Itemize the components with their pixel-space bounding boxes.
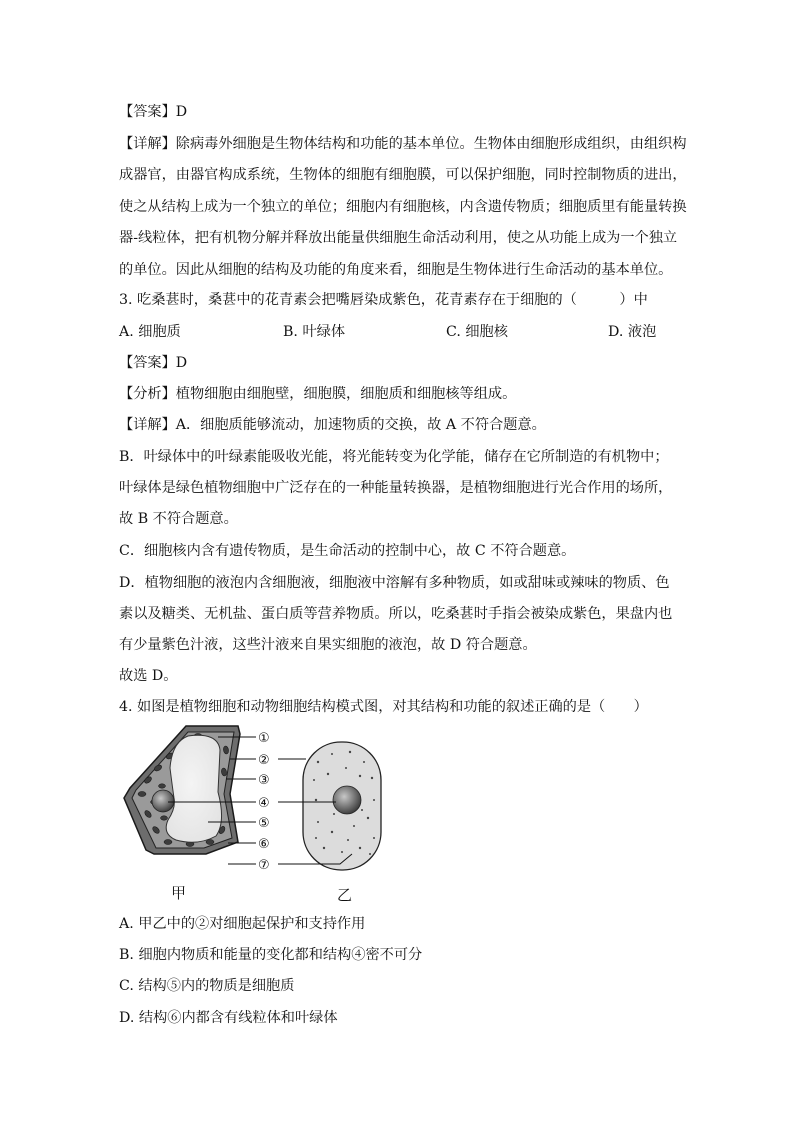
q3-option-b: B. 叶绿体	[283, 324, 346, 340]
caption-plant: 甲	[171, 884, 187, 902]
explanation-line: 有少量紫色汁液，这些汁液来自果实细胞的液泡，故 D 符合题意。	[119, 637, 537, 653]
label-numbers	[258, 731, 270, 873]
label-7: ⑦	[258, 858, 270, 873]
animal-nucleus	[333, 786, 361, 814]
cell-structure-diagram	[118, 722, 418, 904]
label-1: ①	[258, 731, 270, 746]
analysis-line: 【分析】植物细胞由细胞壁，细胞膜，细胞质和细胞核等组成。	[119, 386, 517, 402]
label-4: ④	[258, 796, 270, 811]
explanation-line: 使之从结构上成为一个独立的单位；细胞内有细胞核，内含遗传物质；细胞质里有能量转换	[119, 199, 687, 215]
label-6: ⑥	[258, 837, 270, 852]
label-5: ⑤	[258, 816, 270, 831]
plant-cell	[124, 726, 240, 854]
q4-option-d: D. 结构⑥内都含有线粒体和叶绿体	[119, 1010, 338, 1026]
q3-option-d: D. 液泡	[608, 324, 657, 340]
answer-line: 【答案】D	[119, 355, 188, 371]
explanation-line: 【详解】除病毒外细胞是生物体结构和功能的基本单位。生物体由细胞形成组织，由组织构	[119, 136, 687, 152]
explanation-line: 的单位。因此从细胞的结构及功能的角度来看，细胞是生物体进行生命活动的基本单位。	[119, 262, 673, 278]
animal-cell	[303, 742, 381, 870]
explanation-line: 故 B 不符合题意。	[119, 511, 238, 527]
explanation-line: C．细胞核内含有遗传物质，是生命活动的控制中心，故 C 不符合题意。	[119, 543, 576, 559]
question-3-stem: 3. 吃桑葚时，桑葚中的花青素会把嘴唇染成紫色，花青素存在于细胞的（ ）中	[119, 292, 648, 308]
answer-line: 【答案】D	[119, 104, 188, 120]
explanation-line: D．植物细胞的液泡内含细胞液，细胞液中溶解有多种物质，如或甜味或辣味的物质、色	[119, 575, 670, 591]
explanation-line: 器-线粒体，把有机物分解并释放出能量供细胞生命活动利用，使之从功能上成为一个独立	[119, 230, 678, 246]
explanation-line: 素以及糖类、无机盐、蛋白质等营养物质。所以，吃桑葚时手指会被染成紫色，果盘内也	[119, 606, 673, 622]
cell-diagram-svg	[118, 722, 418, 904]
q3-option-a: A. 细胞质	[119, 324, 181, 340]
explanation-line: 成器官，由器官构成系统，生物体的细胞有细胞膜，可以保护细胞，同时控制物质的进出，	[119, 167, 687, 183]
question-4-stem: 4. 如图是植物细胞和动物细胞结构模式图，对其结构和功能的叙述正确的是（ ）	[119, 699, 648, 715]
q4-option-b: B. 细胞内物质和能量的变化都和结构④密不可分	[119, 947, 423, 963]
plant-vacuole	[166, 735, 221, 842]
explanation-line: B．叶绿体中的叶绿素能吸收光能，将光能转变为化学能，储存在它所制造的有机物中；	[119, 449, 669, 465]
q3-option-c: C. 细胞核	[446, 324, 508, 340]
explanation-line: 【详解】A．细胞质能够流动，加速物质的交换，故 A 不符合题意。	[119, 417, 546, 433]
explanation-line: 叶绿体是绿色植物细胞中广泛存在的一种能量转换器，是植物细胞进行光合作用的场所，	[119, 480, 673, 496]
q4-option-c: C. 结构⑤内的物质是细胞质	[119, 978, 295, 994]
conclusion-line: 故选 D。	[119, 668, 178, 684]
label-2: ②	[258, 753, 270, 768]
q4-option-a: A. 甲乙中的②对细胞起保护和支持作用	[119, 916, 366, 932]
plant-nucleus	[152, 790, 174, 812]
caption-animal: 乙	[337, 886, 353, 904]
label-3: ③	[258, 773, 270, 788]
